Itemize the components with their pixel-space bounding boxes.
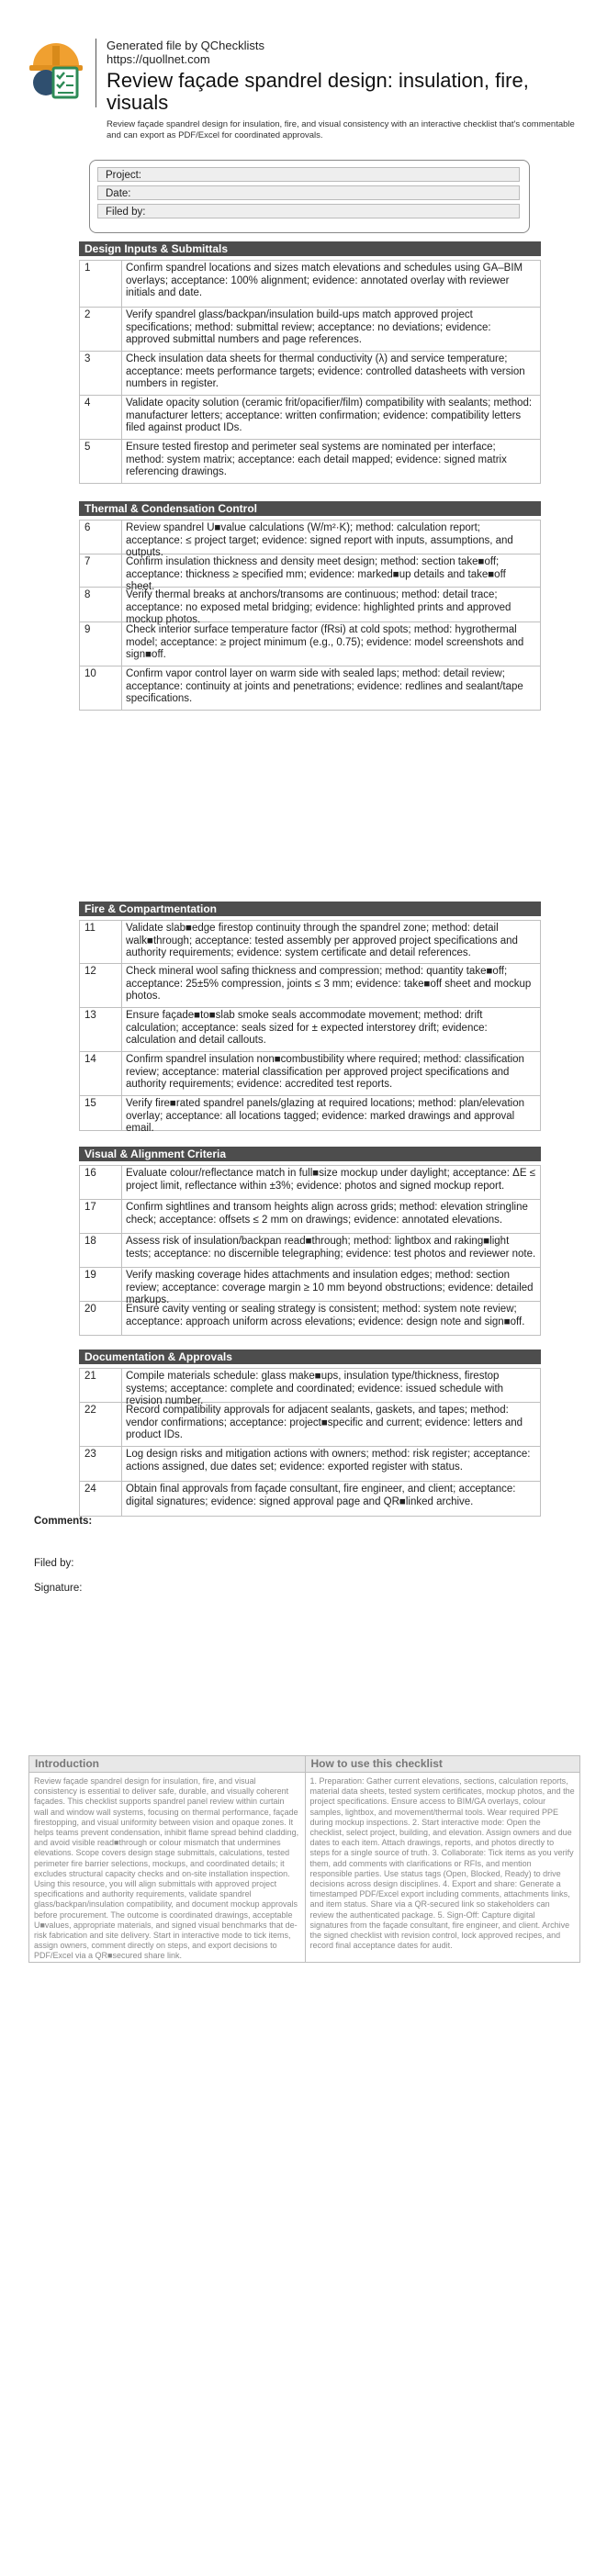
item-text: Check mineral wool safing thickness and compression; method: quantity take■off; acceptance: 25±5% compression, joints ≤ 3 mm; evidence: take■off sheet and mockup photos. [126,966,532,1002]
project-info-box [89,160,530,233]
checklist-item[interactable] [79,308,541,352]
item-number: 6 [80,521,122,554]
checklist-item[interactable] [79,1447,541,1482]
checklist-item[interactable] [79,622,541,666]
item-text: Review spandrel U■value calculations (W/m²·K); method: calculation report; acceptance: ≤ project target; evidence: signed report with inputs, assumptions, and outputs. [126,522,513,558]
checklist-item[interactable] [79,520,541,558]
item-text: Verify masking coverage hides attachments and insulation edges; method: section review; acceptance: coverage margin ≥ 10 mm beyond obstructions; evidence: detailed markups. [126,1270,534,1305]
site-url[interactable]: https://quollnet.com [107,52,210,66]
checklist-item[interactable] [79,1096,541,1134]
item-number: 15 [80,1096,122,1130]
item-number: 14 [80,1052,122,1095]
page-description: Review façade spandrel design for insulation, fire, and visual consistency with an interactive checklist that's commentable and can export as PDF/Excel for coordinated approvals. [107,119,575,140]
section-title: Documentation & Approvals [79,1350,541,1364]
item-text: Verify spandrel glass/backpan/insulation build-ups match approved project specifications; method: submittal review; acceptance: no deviations; evidence: approved submittal numbers and page references. [126,309,491,345]
item-text: Validate opacity solution (ceramic frit/opacifier/film) compatibility with sealants; method: manufacturer letters; acceptance: written confirmation; evidence: compatibility letters filed against product IDs. [126,398,533,433]
item-number: 24 [80,1482,122,1516]
item-number: 18 [80,1234,122,1267]
section-visual [79,1147,541,1336]
checklist-item[interactable] [79,554,541,592]
checklist-item[interactable] [79,1268,541,1305]
item-number: 17 [80,1200,122,1233]
filed-by-field[interactable]: Filed by: [97,204,520,218]
section-title: Design Inputs & Submittals [79,241,541,256]
introduction-title: Introduction [29,1756,305,1773]
item-text: Ensure tested firestop and perimeter seal systems are nominated per interface; method: system matrix; acceptance: each detail mapped; evidence: signed matrix referencing drawings. [126,442,507,477]
item-number: 21 [80,1369,122,1402]
checklist-item[interactable] [79,260,541,308]
item-number: 20 [80,1302,122,1335]
introduction-text: Review façade spandrel design for insulation, fire, and visual consistency is essential to deliver safe, durable, and visually coherent façades. This checklist supports spandrel panel review within curtain wall and window wall systems, focusing on thermal performance, façade firestopping, and visual uniformity between vision and opaque zones. It helps teams prevent condensation, inhibit flame spread behind cladding, and avoid visible read■through or colour mismatch that undermines elevations. Scope covers design stage submittals, calculations, tested perimeter fire barrier selections, mockups, and coordinated details; it excludes structural capacity checks and on-site installation inspection. Using this resource, you will align submittals with approved project specifications and authority requirements, validate spandrel glass/backpan/insulation compatibility, and document mockup approvals before procurement. The outcome is coordinated drawings, acceptable U■values, appropriate materials, and signed visual benchmarks that de-risk fabrication and site delivery. Start in interactive mode to tick items, assign owners, comment directly on steps, and export decisions to PDF/Excel via a QR■secured share link. [34,1776,299,1961]
checklist-item[interactable] [79,1368,541,1406]
section-title: Fire & Compartmentation [79,902,541,916]
checklist-item[interactable] [79,1482,541,1517]
item-text: Verify fire■rated spandrel panels/glazing at required locations; method: plan/elevation overlay; acceptance: all locations tagged; evidence: marked drawings and approval email. [126,1098,524,1134]
item-number: 3 [80,352,122,395]
checklist-item[interactable] [79,440,541,484]
how-to-column [305,1756,580,1962]
item-text: Confirm vapor control layer on warm side with sealed laps; method: detail review; acceptance: continuity at joints and penetrations; evidence: redlines and sealant/tape specifications. [126,668,523,704]
filed-by-label: Filed by: [34,1558,74,1569]
item-text: Validate slab■edge firestop continuity through the spandrel zone; method: detail walk■through; acceptance: tested assembly per approved project specifications and authority requirements; evidence: system certificate and detail references. [126,923,518,958]
section-title: Visual & Alignment Criteria [79,1147,541,1161]
item-number: 16 [80,1166,122,1199]
item-text: Ensure cavity venting or sealing strategy is consistent; method: system note review; acceptance: approach uniform across elevations; evidence: design note and sign■off. [126,1304,525,1327]
item-text: Log design risks and mitigation actions with owners; method: risk register; acceptance: actions assigned, due dates set; evidence: exported register with status. [126,1449,531,1473]
item-text: Record compatibility approvals for adjacent sealants, gaskets, and tapes; method: vendor confirmations; acceptance: project■specific and current; evidence: letters and product IDs. [126,1405,523,1440]
checklist-item[interactable] [79,1052,541,1096]
introduction-column [29,1756,305,1962]
checklist-item[interactable] [79,588,541,625]
checklist-item[interactable] [79,920,541,964]
item-number: 1 [80,261,122,307]
item-text: Check insulation data sheets for thermal conductivity (λ) and service temperature; acceptance: meets performance targets; evidence: controlled datasheets with version numbers in register. [126,353,525,389]
item-number: 8 [80,588,122,622]
section-thermal [79,501,541,711]
item-text: Evaluate colour/reflectance match in full■size mockup under daylight; acceptance: ΔE ≤ project limit, reflectance within ±3%; evidence: photos and signed mockup report. [126,1168,536,1192]
item-text: Confirm insulation thickness and density meet design; method: section take■off; acceptance: thickness ≥ specified mm; evidence: marked■up details and take■off sheet. [126,556,506,592]
how-to-text: 1. Preparation: Gather current elevations, sections, calculation reports, material data sheets, tested system certificates, mockup photos, and the project specifications. Ensure access to BIM/GA overlays, colour samples, lightbox, and movement/thermal tools. Wear required PPE during mockup inspections. 2. Start interactive mode: Open the checklist, select project, building, and elevation. Assign owners and due dates to each item. Attach drawings, reports, and photos directly to steps for a single source of truth. 3. Collaborate: Tick items as you verify them, add comments with clarifications or RFIs, and mention responsible parties. Use status tags (Open, Blocked, Ready) to drive decisions across design disciplines. 4. Export and share: Generate a timestamped PDF/Excel export including comments, attachments links, and item status. Share via a QR-secured link so stakeholders can review the authenticated package. 5. Sign-Off: Capture digital signatures from the façade consultant, fire engineer, and client. Archive the signed checklist with revision control, lock approved recipes, and record final acceptance dates for audit. [309,1776,575,1951]
date-field[interactable]: Date: [97,185,520,200]
checklist-item[interactable] [79,1403,541,1447]
how-to-title: How to use this checklist [306,1756,580,1773]
item-number: 13 [80,1008,122,1051]
item-number: 22 [80,1403,122,1446]
section-documentation [79,1350,541,1517]
item-text: Compile materials schedule: glass make■ups, insulation type/thickness, firestop systems; acceptance: complete and coordinated; evidence: issued schedule with revision number. [126,1371,504,1406]
info-columns [28,1755,580,1963]
checklist-item[interactable] [79,964,541,1008]
header [107,39,584,141]
item-text: Assess risk of insulation/backpan read■through; method: lightbox and raking■light tests; acceptance: no discernible telegraphing; evidence: test photos and reviewer note. [126,1236,536,1260]
item-number: 19 [80,1268,122,1301]
page-title: Review façade spandrel design: insulation, fire, visuals [107,69,529,114]
item-text: Check interior surface temperature factor (fRsi) at cold spots; method: hygrothermal model; acceptance: ≥ project minimum (e.g., 0.75); evidence: model screenshots and sign■off. [126,624,524,660]
item-number: 23 [80,1447,122,1481]
item-text: Confirm spandrel locations and sizes match elevations and schedules using GA–BIM overlays; acceptance: 100% alignment; evidence: annotated overlay with reviewer initials and date. [126,263,523,298]
signature-label: Signature: [34,1583,83,1594]
checklist-item[interactable] [79,1008,541,1052]
item-number: 10 [80,666,122,710]
item-text: Ensure façade■to■slab smoke seals accommodate movement; method: drift calculation; acceptance: seals sized for ± expected interstorey drift; evidence: calculation and detail callouts. [126,1010,488,1046]
section-fire [79,902,541,1134]
item-number: 2 [80,308,122,351]
generated-by-text: Generated file by QChecklists [107,39,264,52]
checklist-item[interactable] [79,1302,541,1336]
checklist-item[interactable] [79,352,541,396]
item-number: 7 [80,554,122,587]
project-field[interactable]: Project: [97,167,520,182]
checklist-item[interactable] [79,396,541,440]
section-title: Thermal & Condensation Control [79,501,541,516]
item-text: Obtain final approvals from façade consultant, fire engineer, and client; acceptance: digital signatures; evidence: signed approval page and QR■linked archive. [126,1484,516,1507]
item-number: 11 [80,921,122,963]
item-text: Confirm sightlines and transom heights align across grids; method: elevation stringline check; acceptance: offsets ≤ 2 mm on drawings; evidence: annotated elevations. [126,1202,528,1226]
checklist-item[interactable] [79,666,541,711]
checklist-item[interactable] [79,1234,541,1268]
section-design-inputs [79,241,541,484]
item-text: Verify thermal breaks at anchors/transoms are continuous; method: detail trace; acceptance: no exposed metal bridging; evidence: highlighted prints and approved mockup photos. [126,589,511,625]
item-number: 4 [80,396,122,439]
item-number: 12 [80,964,122,1007]
comments-label: Comments: [34,1516,93,1527]
item-number: 9 [80,622,122,666]
checklist-item[interactable] [79,1200,541,1234]
item-number: 5 [80,440,122,483]
qchecklists-logo [26,39,86,99]
checklist-item[interactable] [79,1165,541,1200]
item-text: Confirm spandrel insulation non■combustibility where required; method: classification review; acceptance: material classification per approved project specifications and authority requirements; evidence: accredited test reports. [126,1054,524,1090]
